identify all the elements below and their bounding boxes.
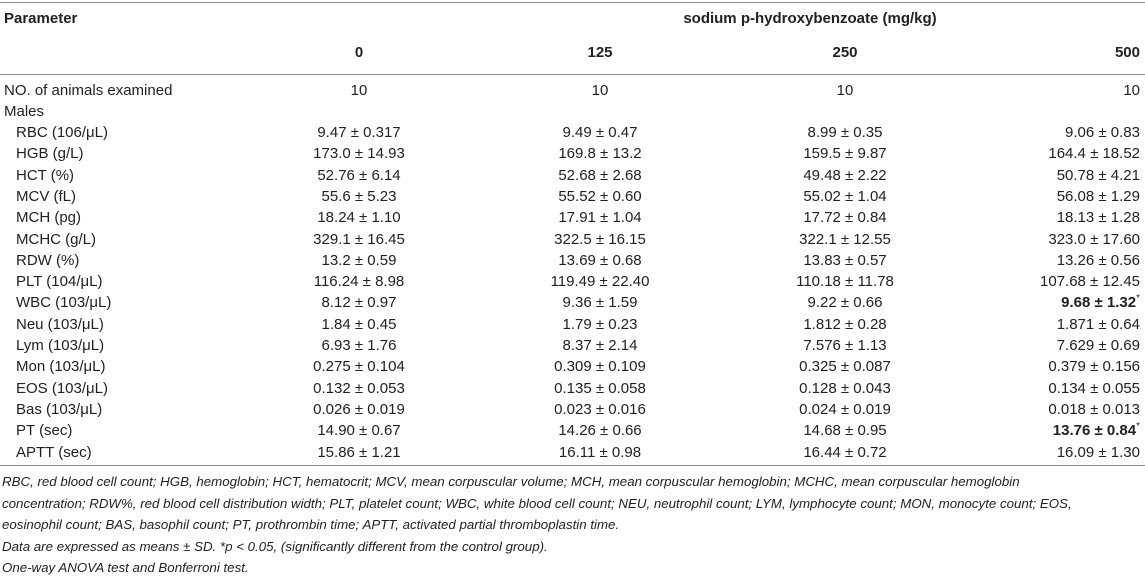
table-bottom-rule: [0, 465, 1145, 466]
row-value-dose-250: 1.812 ± 0.28: [803, 315, 887, 333]
row-value-dose-500: 0.018 ± 0.013: [1048, 400, 1140, 418]
row-label: WBC (103/μL): [16, 294, 112, 312]
footnote-data-note: Data are expressed as means ± SD. *p < 0.05, (significantly different from the control group).: [2, 538, 548, 554]
row-value-dose-0: 173.0 ± 14.93: [313, 145, 405, 163]
row-value-dose-500: 9.06 ± 0.83: [1065, 124, 1140, 141]
row-label: Bas (103/μL): [16, 400, 103, 418]
row-value-dose-500: 50.78 ± 4.21: [1056, 166, 1140, 184]
row-label: Lym (103/μL): [16, 337, 105, 354]
significance-marker: *: [1136, 421, 1140, 433]
row-value-dose-125: 0.023 ± 0.016: [554, 400, 646, 418]
row-value-dose-500: 107.68 ± 12.45: [1040, 273, 1140, 291]
row-value-dose-0: 13.2 ± 0.59: [321, 251, 397, 269]
section-label-males: Males: [4, 103, 45, 120]
row-value-dose-0: 9.47 ± 0.317: [317, 124, 401, 141]
row-value-dose-500: 164.4 ± 18.52: [1048, 145, 1140, 163]
dose-group-title: sodium p-hydroxybenzoate (mg/kg): [683, 10, 937, 27]
row-value-dose-250: 55.02 ± 1.04: [803, 187, 887, 205]
row-value-dose-500: 0.134 ± 0.055: [1048, 379, 1140, 397]
significant-value: 9.68 ± 1.32: [1061, 294, 1137, 312]
row-value-dose-250: 14.68 ± 0.95: [803, 422, 887, 440]
row-value-dose-250: 9.22 ± 0.66: [807, 294, 883, 312]
row-value-dose-500: 323.0 ± 17.60: [1048, 230, 1140, 248]
row-label: HGB (g/L): [16, 145, 84, 163]
column-header-dose-125: 125: [587, 44, 613, 61]
column-header-dose-250: 250: [832, 44, 858, 61]
animals-count: 10: [1123, 82, 1140, 99]
row-label: MCH (pg): [16, 209, 82, 227]
row-value-dose-125: 0.135 ± 0.058: [554, 379, 646, 397]
row-value-dose-500: 56.08 ± 1.29: [1056, 187, 1140, 205]
column-header-dose-0: 0: [354, 44, 364, 61]
row-value-dose-125: 1.79 ± 0.23: [562, 315, 638, 333]
row-value-dose-125: 14.26 ± 0.66: [558, 422, 642, 440]
table-top-rule: [0, 2, 1145, 3]
row-label: PT (sec): [16, 422, 73, 440]
row-value-dose-125: 16.11 ± 0.98: [558, 443, 642, 461]
row-label: Neu (103/μL): [16, 315, 104, 333]
row-label: EOS (103/μL): [16, 379, 109, 397]
row-value-dose-0: 1.84 ± 0.45: [321, 315, 397, 333]
footnote-abbreviations-3: eosinophil count; BAS, basophil count; PT, prothrombin time; APTT, activated partial thromboplastin time.: [2, 517, 620, 532]
row-value-dose-500: 16.09 ± 1.30: [1056, 443, 1140, 461]
row-value-dose-125: 55.52 ± 0.60: [558, 187, 642, 205]
row-value-dose-125: 322.5 ± 16.15: [554, 230, 646, 248]
row-value-dose-125: 13.69 ± 0.68: [558, 251, 642, 269]
row-value-dose-500: 13.26 ± 0.56: [1056, 251, 1140, 269]
row-value-dose-125: 169.8 ± 13.2: [558, 145, 642, 163]
column-header-dose-500: 500: [1114, 44, 1140, 61]
row-value-dose-500: 7.629 ± 0.69: [1056, 337, 1140, 354]
row-value-dose-125: 9.49 ± 0.47: [562, 124, 638, 141]
animals-count: 10: [350, 82, 368, 99]
row-value-dose-0: 0.026 ± 0.019: [313, 400, 405, 418]
row-value-dose-0: 18.24 ± 1.10: [317, 209, 401, 227]
row-value-dose-500: 1.871 ± 0.64: [1056, 315, 1140, 333]
row-value-dose-0: 0.132 ± 0.053: [313, 379, 405, 397]
row-value-dose-500: [970, 293, 1140, 312]
footnote-test-note: One-way ANOVA test and Bonferroni test.: [2, 560, 249, 575]
row-label: RDW (%): [16, 251, 80, 269]
footnote-abbreviations-2: concentration; RDW%, red blood cell distribution width; PLT, platelet count; WBC, white blood cell count; NEU, neutrophil count; LYM, lymphocyte count; MON, monocyte count; EOS,: [2, 495, 1072, 511]
row-value-dose-250: 159.5 ± 9.87: [803, 145, 887, 163]
row-value-dose-0: 0.275 ± 0.104: [313, 358, 405, 376]
row-value-dose-125: 17.91 ± 1.04: [558, 209, 642, 227]
column-header-parameter: Parameter: [4, 10, 78, 27]
row-value-dose-250: 110.18 ± 11.78: [796, 273, 894, 291]
row-value-dose-250: 13.83 ± 0.57: [803, 251, 887, 269]
row-value-dose-0: 6.93 ± 1.76: [321, 337, 397, 354]
row-value-dose-0: 329.1 ± 16.45: [313, 230, 405, 248]
footnote-abbreviations-1: RBC, red blood cell count; HGB, hemoglobin; HCT, hematocrit; MCV, mean corpuscular volume; MCH, mean corpuscular hemoglobin; MCHC, mean corpuscular hemoglobin: [2, 474, 1020, 489]
row-value-dose-125: 0.309 ± 0.109: [554, 358, 646, 376]
row-value-dose-0: 14.90 ± 0.67: [317, 422, 401, 440]
animals-label: NO. of animals examined: [4, 82, 173, 99]
row-value-dose-0: 116.24 ± 8.98: [313, 273, 405, 291]
row-value-dose-500: 0.379 ± 0.156: [1048, 358, 1140, 376]
animals-count: 10: [591, 82, 609, 99]
significance-marker: *: [1136, 293, 1140, 305]
row-value-dose-250: 322.1 ± 12.55: [799, 230, 891, 248]
row-value-dose-250: 0.024 ± 0.019: [799, 400, 891, 418]
row-label: Mon (103/μL): [16, 358, 106, 376]
row-value-dose-250: 0.325 ± 0.087: [799, 358, 891, 376]
row-value-dose-500: 18.13 ± 1.28: [1056, 209, 1140, 227]
row-value-dose-125: 119.49 ± 22.40: [550, 273, 650, 291]
row-value-dose-125: 8.37 ± 2.14: [562, 337, 638, 354]
row-label: MCHC (g/L): [16, 230, 97, 248]
row-value-dose-250: 0.128 ± 0.043: [799, 379, 891, 397]
row-label: PLT (104/μL): [16, 273, 103, 291]
row-value-dose-250: 49.48 ± 2.22: [803, 166, 887, 184]
row-label: APTT (sec): [16, 443, 92, 461]
row-value-dose-0: 8.12 ± 0.97: [321, 294, 397, 312]
row-value-dose-250: 8.99 ± 0.35: [807, 124, 883, 141]
header-bottom-rule: [0, 74, 1145, 75]
row-label: MCV (fL): [16, 187, 76, 205]
animals-count: 10: [836, 82, 854, 99]
row-label: RBC (106/μL): [16, 124, 109, 141]
row-value-dose-250: 16.44 ± 0.72: [803, 443, 887, 461]
row-value-dose-250: 17.72 ± 0.84: [803, 209, 887, 227]
row-value-dose-0: 15.86 ± 1.21: [317, 443, 401, 461]
row-value-dose-500: [970, 421, 1140, 440]
row-value-dose-0: 52.76 ± 6.14: [317, 166, 401, 184]
row-value-dose-125: 52.68 ± 2.68: [558, 166, 642, 184]
significant-value: 13.76 ± 0.84: [1052, 422, 1137, 440]
row-value-dose-0: 55.6 ± 5.23: [321, 187, 397, 205]
row-label: HCT (%): [16, 166, 75, 184]
row-value-dose-125: 9.36 ± 1.59: [562, 294, 638, 312]
row-value-dose-250: 7.576 ± 1.13: [803, 337, 887, 354]
